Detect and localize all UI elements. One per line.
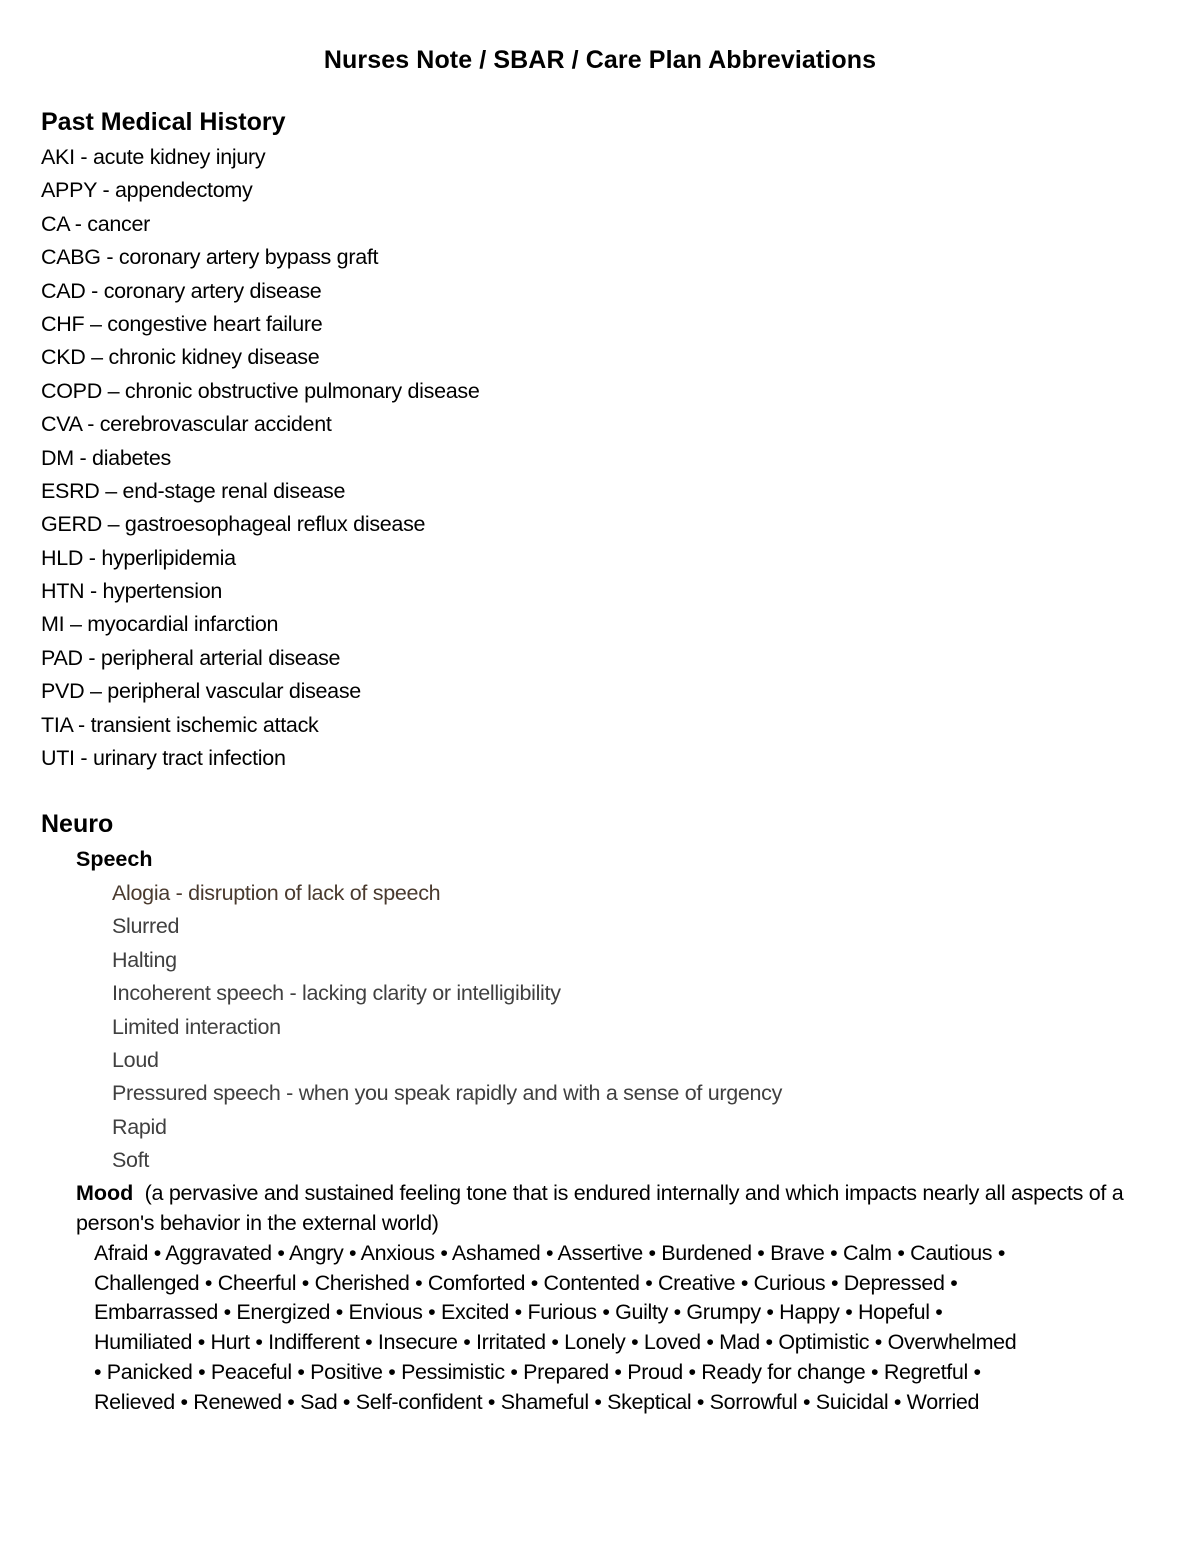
list-item: Incoherent speech - lacking clarity or intelligibility <box>112 981 561 1006</box>
speech-list <box>112 877 782 1178</box>
list-item: COPD – chronic obstructive pulmonary disease <box>41 378 480 403</box>
list-item: TIA - transient ischemic attack <box>41 712 319 737</box>
list-item: Loud <box>112 1047 159 1072</box>
document-title: Nurses Note / SBAR / Care Plan Abbreviations <box>323 46 877 74</box>
mood-word-list <box>94 1239 1164 1417</box>
list-item: CKD – chronic kidney disease <box>41 345 320 370</box>
mood-words-line: Challenged • Cheerful • Cherished • Comforted • Contented • Creative • Curious • Depressed • <box>94 1270 958 1295</box>
list-item: CVA - cerebrovascular accident <box>41 412 332 437</box>
mood-words-line: Humiliated • Hurt • Indifferent • Insecure • Irritated • Lonely • Loved • Mad • Optimistic • Overwhelmed <box>94 1330 1017 1355</box>
mood-words-line: Relieved • Renewed • Sad • Self-confident • Shameful • Skeptical • Sorrowful • Suicidal • Worried <box>94 1389 980 1414</box>
list-item: CA - cancer <box>41 211 151 236</box>
list-item: CABG - coronary artery bypass graft <box>41 245 379 270</box>
list-item: GERD – gastroesophageal reflux disease <box>41 512 426 537</box>
neuro-heading: Neuro <box>41 810 114 838</box>
list-item: Soft <box>112 1148 150 1173</box>
list-item: Slurred <box>112 914 180 939</box>
mood-description: (a pervasive and sustained feeling tone that is endured internally and which impacts nearly all aspects of a person's behavior in the external world) <box>76 1181 1124 1235</box>
list-item: PVD – peripheral vascular disease <box>41 679 361 704</box>
list-item: UTI - urinary tract infection <box>41 746 286 771</box>
list-item: ESRD – end-stage renal disease <box>41 478 346 503</box>
list-item: Rapid <box>112 1114 167 1139</box>
mood-definition <box>76 1178 1166 1238</box>
mood-words-line: Afraid • Aggravated • Angry • Anxious • Ashamed • Assertive • Burdened • Brave • Calm • Cautious • <box>94 1241 1005 1265</box>
list-item: Pressured speech - when you speak rapidly and with a sense of urgency <box>112 1081 783 1106</box>
list-item: CHF – congestive heart failure <box>41 311 323 336</box>
list-item: DM - diabetes <box>41 445 171 470</box>
past-medical-history-heading: Past Medical History <box>41 108 286 136</box>
mood-words-line: • Panicked • Peaceful • Positive • Pessimistic • Prepared • Proud • Ready for change • Regretful • <box>94 1359 981 1384</box>
list-item: MI – myocardial infarction <box>41 612 279 637</box>
list-item: HLD - hyperlipidemia <box>41 545 236 570</box>
mood-label: Mood <box>76 1181 134 1205</box>
list-item: Halting <box>112 947 177 972</box>
list-item: Limited interaction <box>112 1014 281 1039</box>
list-item: HTN - hypertension <box>41 579 223 604</box>
list-item: APPY - appendectomy <box>41 178 253 203</box>
past-medical-history-list <box>41 141 480 775</box>
list-item: AKI - acute kidney injury <box>41 145 266 169</box>
list-item: CAD - coronary artery disease <box>41 278 322 303</box>
list-item: Alogia - disruption of lack of speech <box>112 881 441 905</box>
list-item: PAD - peripheral arterial disease <box>41 645 341 670</box>
mood-words-line: Embarrassed • Energized • Envious • Excited • Furious • Guilty • Grumpy • Happy • Hopeful • <box>94 1300 943 1325</box>
speech-heading: Speech <box>76 847 153 871</box>
